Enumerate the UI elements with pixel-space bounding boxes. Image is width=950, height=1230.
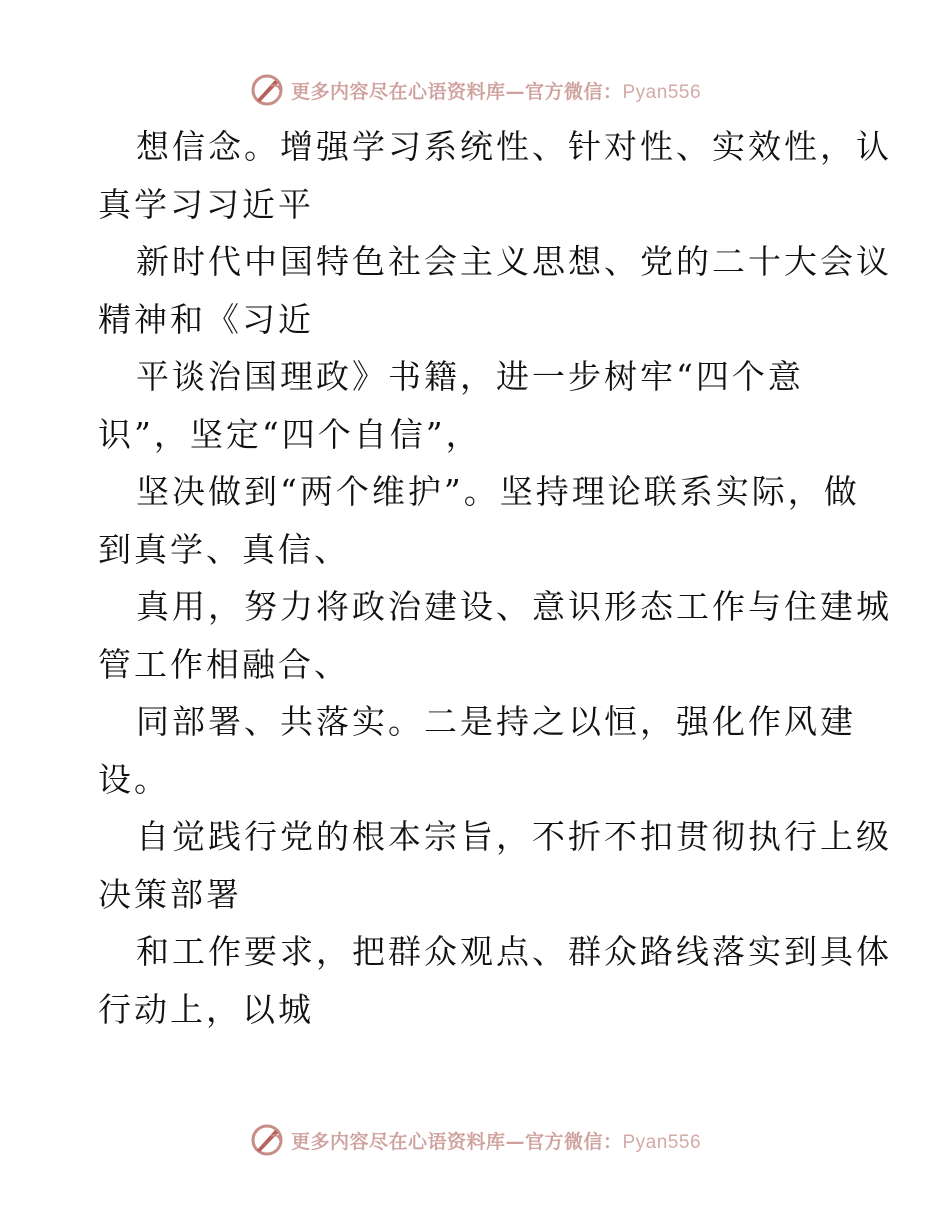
quill-logo-icon [249, 72, 285, 108]
text-line: 行动上，以城 [98, 989, 314, 1029]
text-line: 真学习习近平 [98, 184, 314, 224]
body-text [98, 118, 892, 1038]
wechat-id: Pyan556 [622, 81, 702, 103]
text-line: 精神和《习近 [98, 299, 314, 339]
text-line: 和工作要求，把群众观点、群众路线落实到具体 [136, 932, 892, 971]
wechat-id: Pyan556 [622, 1131, 702, 1153]
text-line: 自觉践行党的根本宗旨，不折不扣贯彻执行上级 [136, 817, 892, 856]
text-line: 设。 [98, 759, 170, 799]
text-line: 想信念。增强学习系统性、针对性、实效性，认 [136, 127, 892, 166]
footer-watermark [0, 1120, 950, 1160]
watermark-text: 更多内容尽在心语资料库—官方微信：Pyan556 [290, 80, 702, 103]
text-line: 到真学、真信、 [98, 529, 350, 569]
text-line: 真用，努力将政治建设、意识形态工作与住建城 [136, 587, 892, 626]
text-line: 管工作相融合、 [98, 644, 350, 684]
text-line: 新时代中国特色社会主义思想、党的二十大会议 [136, 242, 892, 281]
watermark-text: 更多内容尽在心语资料库—官方微信：Pyan556 [290, 1130, 702, 1153]
text-line: 决策部署 [98, 874, 242, 914]
text-line: 坚决做到“两个维护”。坚持理论联系实际，做 [136, 472, 860, 511]
header-watermark [0, 70, 950, 110]
text-line: 识”，坚定“四个自信”， [98, 414, 482, 454]
quill-logo-icon [249, 1122, 285, 1158]
text-line: 同部署、共落实。二是持之以恒，强化作风建 [136, 702, 856, 741]
text-line: 平谈治国理政》书籍，进一步树牢“四个意 [136, 357, 804, 396]
